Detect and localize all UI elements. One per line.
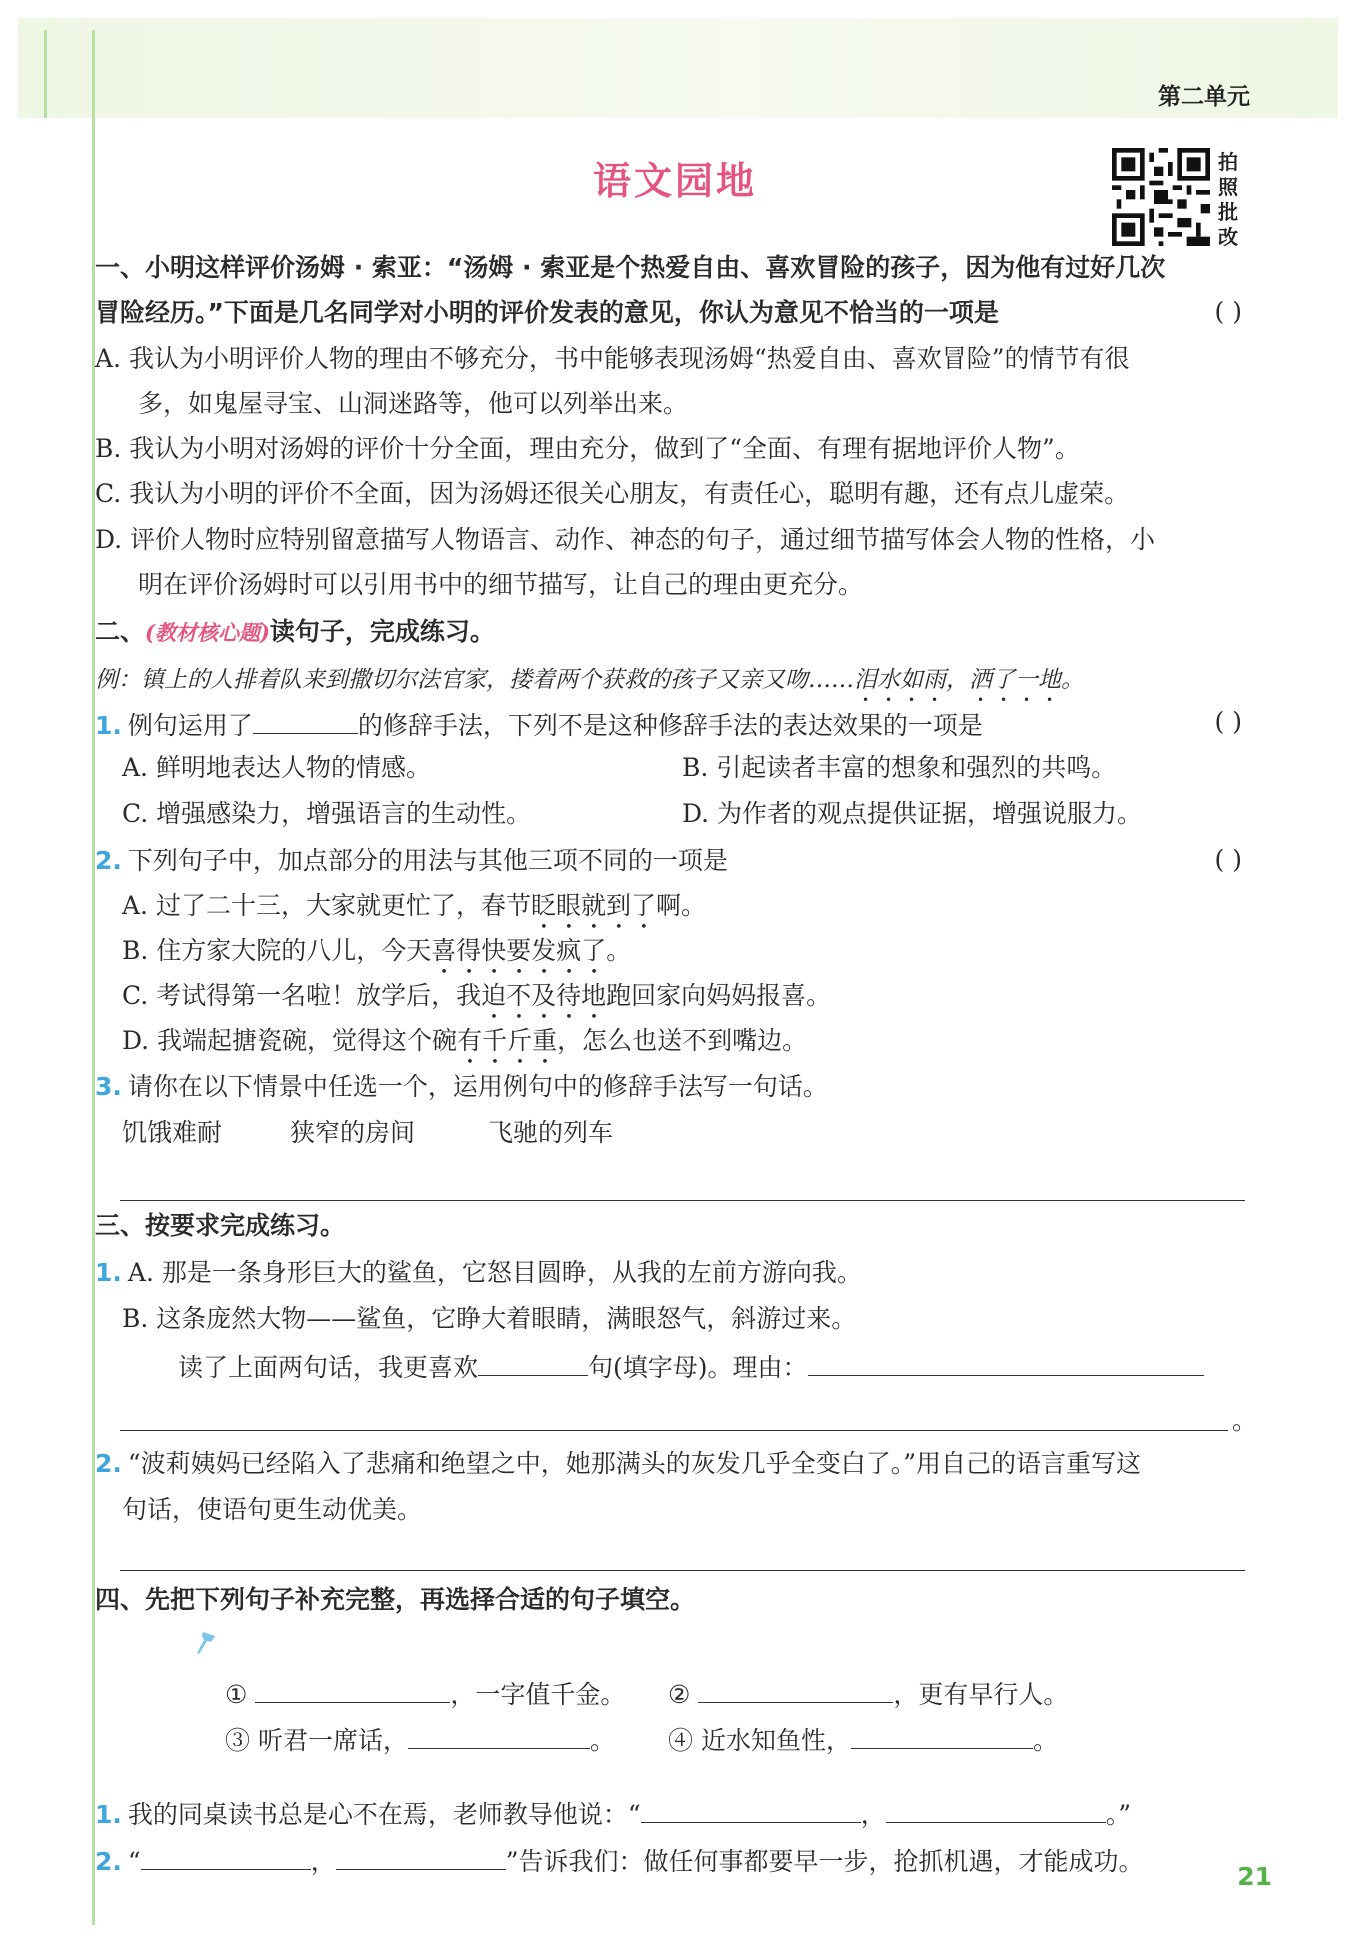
q4-sub2: 2. “ ， ”告诉我们：做任何事都要早一步，抢抓机遇，才能成功。 xyxy=(95,1843,1144,1878)
q1-stem-line2: 冒险经历。”下面是几名同学对小明的评价发表的意见，你认为意见不恰当的一项是 xyxy=(95,298,999,327)
q1-option-a-line1: A. 我认为小明评价人物的理由不够充分，书中能够表现汤姆“热爱自由、喜欢冒险”的情节有很 xyxy=(95,344,1130,373)
q4-sub2-blank-2[interactable] xyxy=(336,1843,506,1870)
proverb-1: ① ，一字值千金。 xyxy=(225,1676,625,1711)
reason-continue-line[interactable] xyxy=(120,1430,1228,1431)
header-band xyxy=(18,18,1338,118)
proverb-1-blank[interactable] xyxy=(255,1676,450,1703)
q2-sub2-option-a: A. 过了二十三，大家就更忙了，春节眨眼就到了啊。 xyxy=(122,891,706,920)
q2-sub2-option-b: B. 住方家大院的八儿，今天喜得快要发疯了。 xyxy=(122,936,632,965)
q1-answer-paren[interactable]: ( ) xyxy=(1214,297,1242,326)
q2-sub1-option-c: C. 增强感染力，增强语言的生动性。 xyxy=(122,799,532,828)
proverb-2: ② ，更有早行人。 xyxy=(668,1676,1068,1711)
q2-sub3-stem: 3. 请你在以下情景中任选一个，运用例句中的修辞手法写一句话。 xyxy=(95,1072,828,1101)
q1-option-c: C. 我认为小明的评价不全面，因为汤姆还很关心朋友，有责任心，聪明有趣，还有点儿虚荣。 xyxy=(95,479,1130,508)
reason-blank[interactable] xyxy=(808,1349,1204,1376)
proverb-4-blank[interactable] xyxy=(851,1722,1033,1749)
q4-sub2-blank-1[interactable] xyxy=(141,1843,311,1870)
q4-heading: 四、先把下列句子补充完整，再选择合适的句子填空。 xyxy=(95,1585,696,1614)
q3-sub2-line1: 2. “波莉姨妈已经陷入了悲痛和绝望之中，她那满头的灰发几乎全变白了。”用自己的语言重写这 xyxy=(95,1449,1141,1478)
qr-code[interactable] xyxy=(1112,148,1210,246)
scenario-option-3: 飞驰的列车 xyxy=(488,1118,614,1147)
q2-example: 例：镇上的人排着队来到撒切尔法官家，搂着两个获救的孩子又亲又吻……泪水如雨，洒了一地。 xyxy=(95,667,1084,693)
proverb-3: ③ 听君一席话， 。 xyxy=(225,1722,615,1757)
q1-option-a-line2: 多，如鬼屋寻宝、山洞迷路等，他可以列举出来。 xyxy=(138,389,689,418)
proverb-4: ④ 近水知鱼性， 。 xyxy=(668,1722,1058,1757)
q2-sub2-paren[interactable]: ( ) xyxy=(1214,845,1242,874)
reason-period: 。 xyxy=(1232,1406,1258,1435)
q3-sub1-option-b: B. 这条庞然大物——鲨鱼，它睁大着眼睛，满眼怒气，斜游过来。 xyxy=(122,1304,857,1333)
scenario-option-2: 狭窄的房间 xyxy=(290,1118,416,1147)
q2-sub1-option-b: B. 引起读者丰富的想象和强烈的共鸣。 xyxy=(682,753,1117,782)
q2-sub1-stem: 1. 例句运用了 的修辞手法，下列不是这种修辞手法的表达效果的一项是 xyxy=(95,707,983,742)
q2-sub2-option-d: D. 我端起搪瓷碗，觉得这个碗有千斤重，怎么也送不到嘴边。 xyxy=(122,1026,808,1055)
preferred-sentence-blank[interactable] xyxy=(478,1349,588,1376)
q2-sub2-stem: 2. 下列句子中，加点部分的用法与其他三项不同的一项是 xyxy=(95,846,728,875)
example-dotted-phrase: 泪水如雨，洒了一地 xyxy=(854,667,1061,693)
q3-heading: 三、按要求完成练习。 xyxy=(95,1211,346,1240)
page-number: 21 xyxy=(1237,1862,1272,1891)
q3-sub1-reason-line: 读了上面两句话，我更喜欢 句(填字母)。理由： xyxy=(178,1349,1204,1384)
proverb-2-blank[interactable] xyxy=(698,1676,893,1703)
q4-sub1: 1. 我的同桌读书总是心不在焉，老师教导他说：“ ， 。” xyxy=(95,1796,1131,1831)
q2-sub1-option-d: D. 为作者的观点提供证据，增强说服力。 xyxy=(682,799,1143,828)
qr-label: 拍 照 批 改 xyxy=(1218,150,1238,249)
q3-sub2-answer-line[interactable] xyxy=(120,1570,1245,1571)
q1-option-d-line2: 明在评价汤姆时可以引用书中的细节描写，让自己的理由更充分。 xyxy=(138,570,864,599)
q1-option-b: B. 我认为小明对汤姆的评价十分全面，理由充分，做到了“全面、有理有据地评价人物”。 xyxy=(95,434,1080,463)
proverb-3-blank[interactable] xyxy=(408,1722,590,1749)
page-title: 语文园地 xyxy=(592,159,757,203)
q3-sub1-option-a: 1. A. 那是一条身形巨大的鲨鱼，它怒目圆睁，从我的左前方游向我。 xyxy=(95,1258,862,1287)
unit-label: 第二单元 xyxy=(1158,84,1250,110)
q2-sub2-option-c: C. 考试得第一名啦！放学后，我迫不及待地跑回家向妈妈报喜。 xyxy=(122,981,832,1010)
pushpin-icon xyxy=(193,1630,221,1660)
q3-sub2-line2: 句话，使语句更生动优美。 xyxy=(122,1495,423,1524)
scenario-option-1: 饥饿难耐 xyxy=(122,1118,223,1147)
header-rule-1 xyxy=(44,30,47,118)
rhetoric-blank[interactable] xyxy=(253,707,358,734)
q2-sub3-answer-line[interactable] xyxy=(120,1200,1245,1201)
q2-heading: 二、(教材核心题)读句子，完成练习。 xyxy=(95,617,495,646)
q1-option-d-line1: D. 评价人物时应特别留意描写人物语言、动作、神态的句子，通过细节描写体会人物的性格，小 xyxy=(95,525,1156,554)
q2-sub1-option-a: A. 鲜明地表达人物的情感。 xyxy=(122,753,431,782)
core-question-tag: (教材核心题) xyxy=(145,620,270,645)
q1-stem-line1: 一、小明这样评价汤姆 · 索亚：“汤姆 · 索亚是个热爱自由、喜欢冒险的孩子，因为他有过好几次 xyxy=(95,253,1166,282)
q2-sub1-paren[interactable]: ( ) xyxy=(1214,707,1242,736)
q4-sub1-blank-2[interactable] xyxy=(886,1796,1106,1823)
q4-sub1-blank-1[interactable] xyxy=(641,1796,861,1823)
